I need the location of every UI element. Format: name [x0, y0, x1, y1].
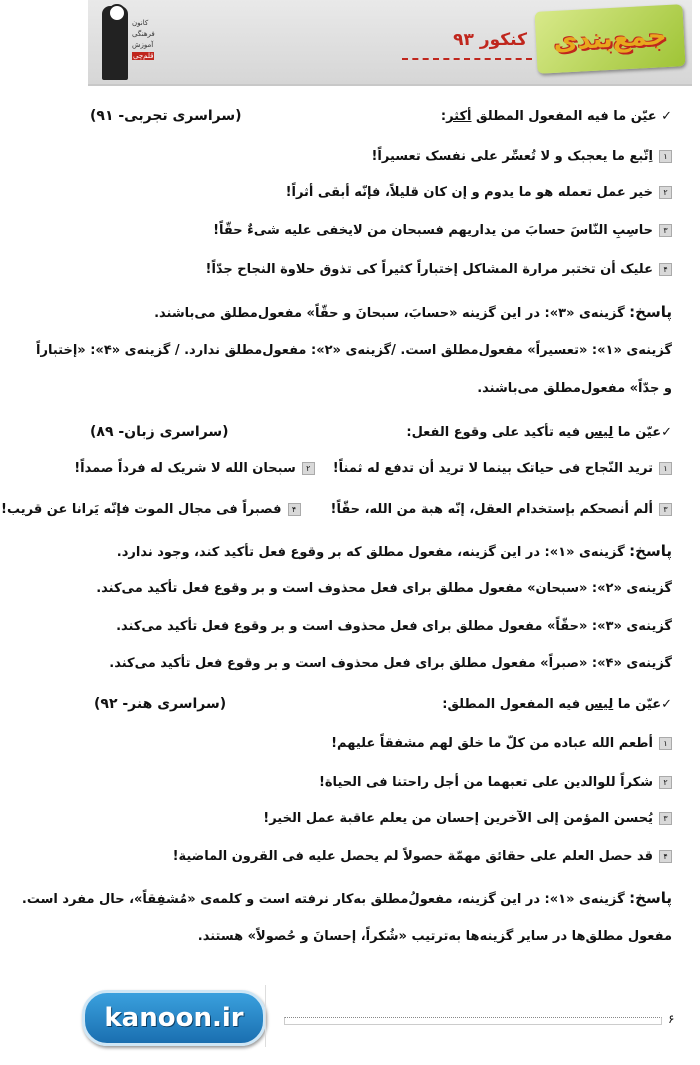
question-source: (سراسری هنر- ۹۲) — [94, 696, 227, 712]
option — [213, 221, 672, 241]
answer-line: گزینه‌ی «۴»: «صبراً» مفعول مطلق برای فعل محذوف است و بر وقوع فعل تأکید می‌کند. — [109, 656, 672, 671]
title-underlined: لیس — [584, 425, 614, 440]
mascot-head-icon — [108, 4, 126, 22]
answer-label: پاسخ: — [629, 303, 672, 321]
answer-line: و جدّاً» مفعول‌مطلق می‌باشند. — [477, 381, 672, 396]
option — [206, 260, 672, 280]
logo-text: kanoon.ir — [104, 1003, 244, 1033]
option-number-icon: ۳ — [659, 224, 672, 237]
option-text: قد حصل العلم علی حقائق مهمّة حصولاً لم یحصل علیه فی القرون الماضیة! — [172, 849, 653, 864]
title-text: : — [440, 109, 447, 124]
question-title — [406, 423, 672, 443]
answer-label: پاسخ: — [629, 889, 672, 907]
answer-text: گزینه‌ی «۱»: در این گزینه، مفعول‌ُمطلق به‌کار نرفته است و کلمه‌ی «مُشفِقاً»، حال مفرد است. — [21, 892, 625, 907]
option-row — [1, 500, 672, 520]
title-text: ✓ عیّن ما فیه المفعول المطلق — [471, 109, 672, 124]
title-text: فیه تأکید علی وقوع الفعل: — [406, 425, 585, 440]
question-source: (سراسری زبان- ۸۹) — [90, 424, 229, 440]
footer-dotted-line — [284, 1017, 662, 1025]
question-source: (سراسری تجربی- ۹۱) — [90, 108, 242, 124]
publisher-line: قلم‌چی — [133, 52, 154, 60]
title-text: فیه المفعول المطلق: — [442, 697, 585, 712]
header-subtitle: کنکور ۹۳ — [453, 30, 527, 50]
answer-line: گزینه‌ی «۱»: «تعسیراً» مفعول‌مطلق است. /گزینه‌ی «۲»: مفعول‌مطلق ندارد. / گزینه‌ی «۴»: «إختباراً — [36, 343, 672, 358]
title-underlined: أکثر — [446, 109, 472, 124]
option-number-icon: ۱ — [659, 462, 672, 475]
option-number-icon: ۱ — [659, 737, 672, 750]
option-text: شکراً للوالدین علی تعبهما من أجل راحتنا فی الحیاة! — [318, 775, 653, 790]
option-number-icon: ۲ — [302, 462, 315, 475]
option — [263, 809, 672, 829]
option-text: أطعم الله عباده من کلّ ما خلق لهم مشفقاً علیهم! — [331, 736, 653, 751]
option — [331, 734, 672, 754]
option-text: خیر عمل تعمله هو ما یدوم و إن کان قلیلاً، فإنّه أبقی أثراً! — [285, 185, 653, 200]
answer-line: گزینه‌ی «۳»: «حقّاً» مفعول مطلق برای فعل محذوف است و بر وقوع فعل تأکید می‌کند. — [116, 619, 672, 634]
option — [286, 183, 672, 203]
option-row — [74, 459, 672, 479]
option-number-icon: ۴ — [288, 503, 301, 516]
answer-label: پاسخ: — [629, 542, 672, 560]
option-text: فصبراً فی مجال الموت فإنّه یَرانا عن قریب! — [1, 502, 282, 517]
answer-line — [117, 541, 672, 563]
answer-text: گزینه‌ی «۳»: در این گزینه «حسابَ، سبحانَ و حقّاً» مفعول‌مطلق می‌باشند. — [154, 306, 625, 321]
answer-line: مفعول مطلق‌ها در سایر گزینه‌ها به‌ترتیب «شُکراً، إحسانَ و حُصولاً» هستند. — [197, 929, 672, 944]
title-text: ✓عیّن ما — [613, 425, 672, 440]
title-underlined: لیس — [584, 697, 614, 712]
publisher-name — [132, 18, 155, 62]
option-text: اِتّبع ما یعجبک و لا تُعسِّر علی نفسک تعسیراً! — [371, 149, 653, 164]
option-text: علیک أن تختبر مرارة المشاکل إختباراً کثیراً کی تذوق حلاوة النجاح جدّاً! — [205, 262, 653, 277]
answer-line: گزینه‌ی «۲»: «سبحان» مفعول مطلق برای فعل محذوف است و بر وقوع فعل تأکید می‌کند. — [96, 581, 672, 596]
brand-title: جمع‌بندی — [552, 21, 668, 57]
option-text: ألم أنصحکم بإستخدام العقل، إنّه هبة من الله، حقّاً! — [330, 502, 653, 517]
option-number-icon: ۳ — [659, 503, 672, 516]
header-divider — [402, 58, 532, 60]
option-number-icon: ۴ — [659, 263, 672, 276]
option — [319, 773, 672, 793]
option — [371, 147, 672, 167]
question-title — [442, 695, 672, 715]
kanoon-logo[interactable] — [82, 990, 266, 1046]
publisher-line: کانون — [132, 19, 149, 27]
option-text: یُحسن المؤمن إلی الآخرین إحسان من یعلم عاقبة عمل الخیر! — [263, 811, 653, 826]
option-text: حاسِبِ النّاسَ حسابَ من یداریهم فسبحان من لایخفی علیه شیءٌ حقّاً! — [213, 223, 653, 238]
option-text: سبحان الله لا شریک له فرداً صمداً! — [74, 461, 296, 476]
option-text: ترید النّجاح فی حیاتک بینما لا ترید أن تدفع له ثمناً! — [332, 461, 653, 476]
answer-text: گزینه‌ی «۱»: در این گزینه، مفعول مطلق که بر وقوع فعل تأکید کند، وجود ندارد. — [116, 545, 625, 560]
publisher-line: آموزش — [132, 41, 154, 49]
option-number-icon: ۴ — [659, 850, 672, 863]
page-header — [88, 0, 692, 86]
option-number-icon: ۱ — [659, 150, 672, 163]
footer-divider — [265, 985, 266, 1047]
question-title — [441, 107, 672, 127]
title-text: ✓عیّن ما — [613, 697, 672, 712]
publisher-line: فرهنگی — [132, 30, 155, 38]
option — [173, 847, 672, 867]
answer-line — [154, 302, 672, 324]
brand-logo — [534, 4, 685, 74]
option-number-icon: ۲ — [659, 776, 672, 789]
option-number-icon: ۲ — [659, 186, 672, 199]
page-number: ۶ — [668, 1012, 675, 1026]
answer-line — [22, 888, 672, 910]
option-number-icon: ۳ — [659, 812, 672, 825]
